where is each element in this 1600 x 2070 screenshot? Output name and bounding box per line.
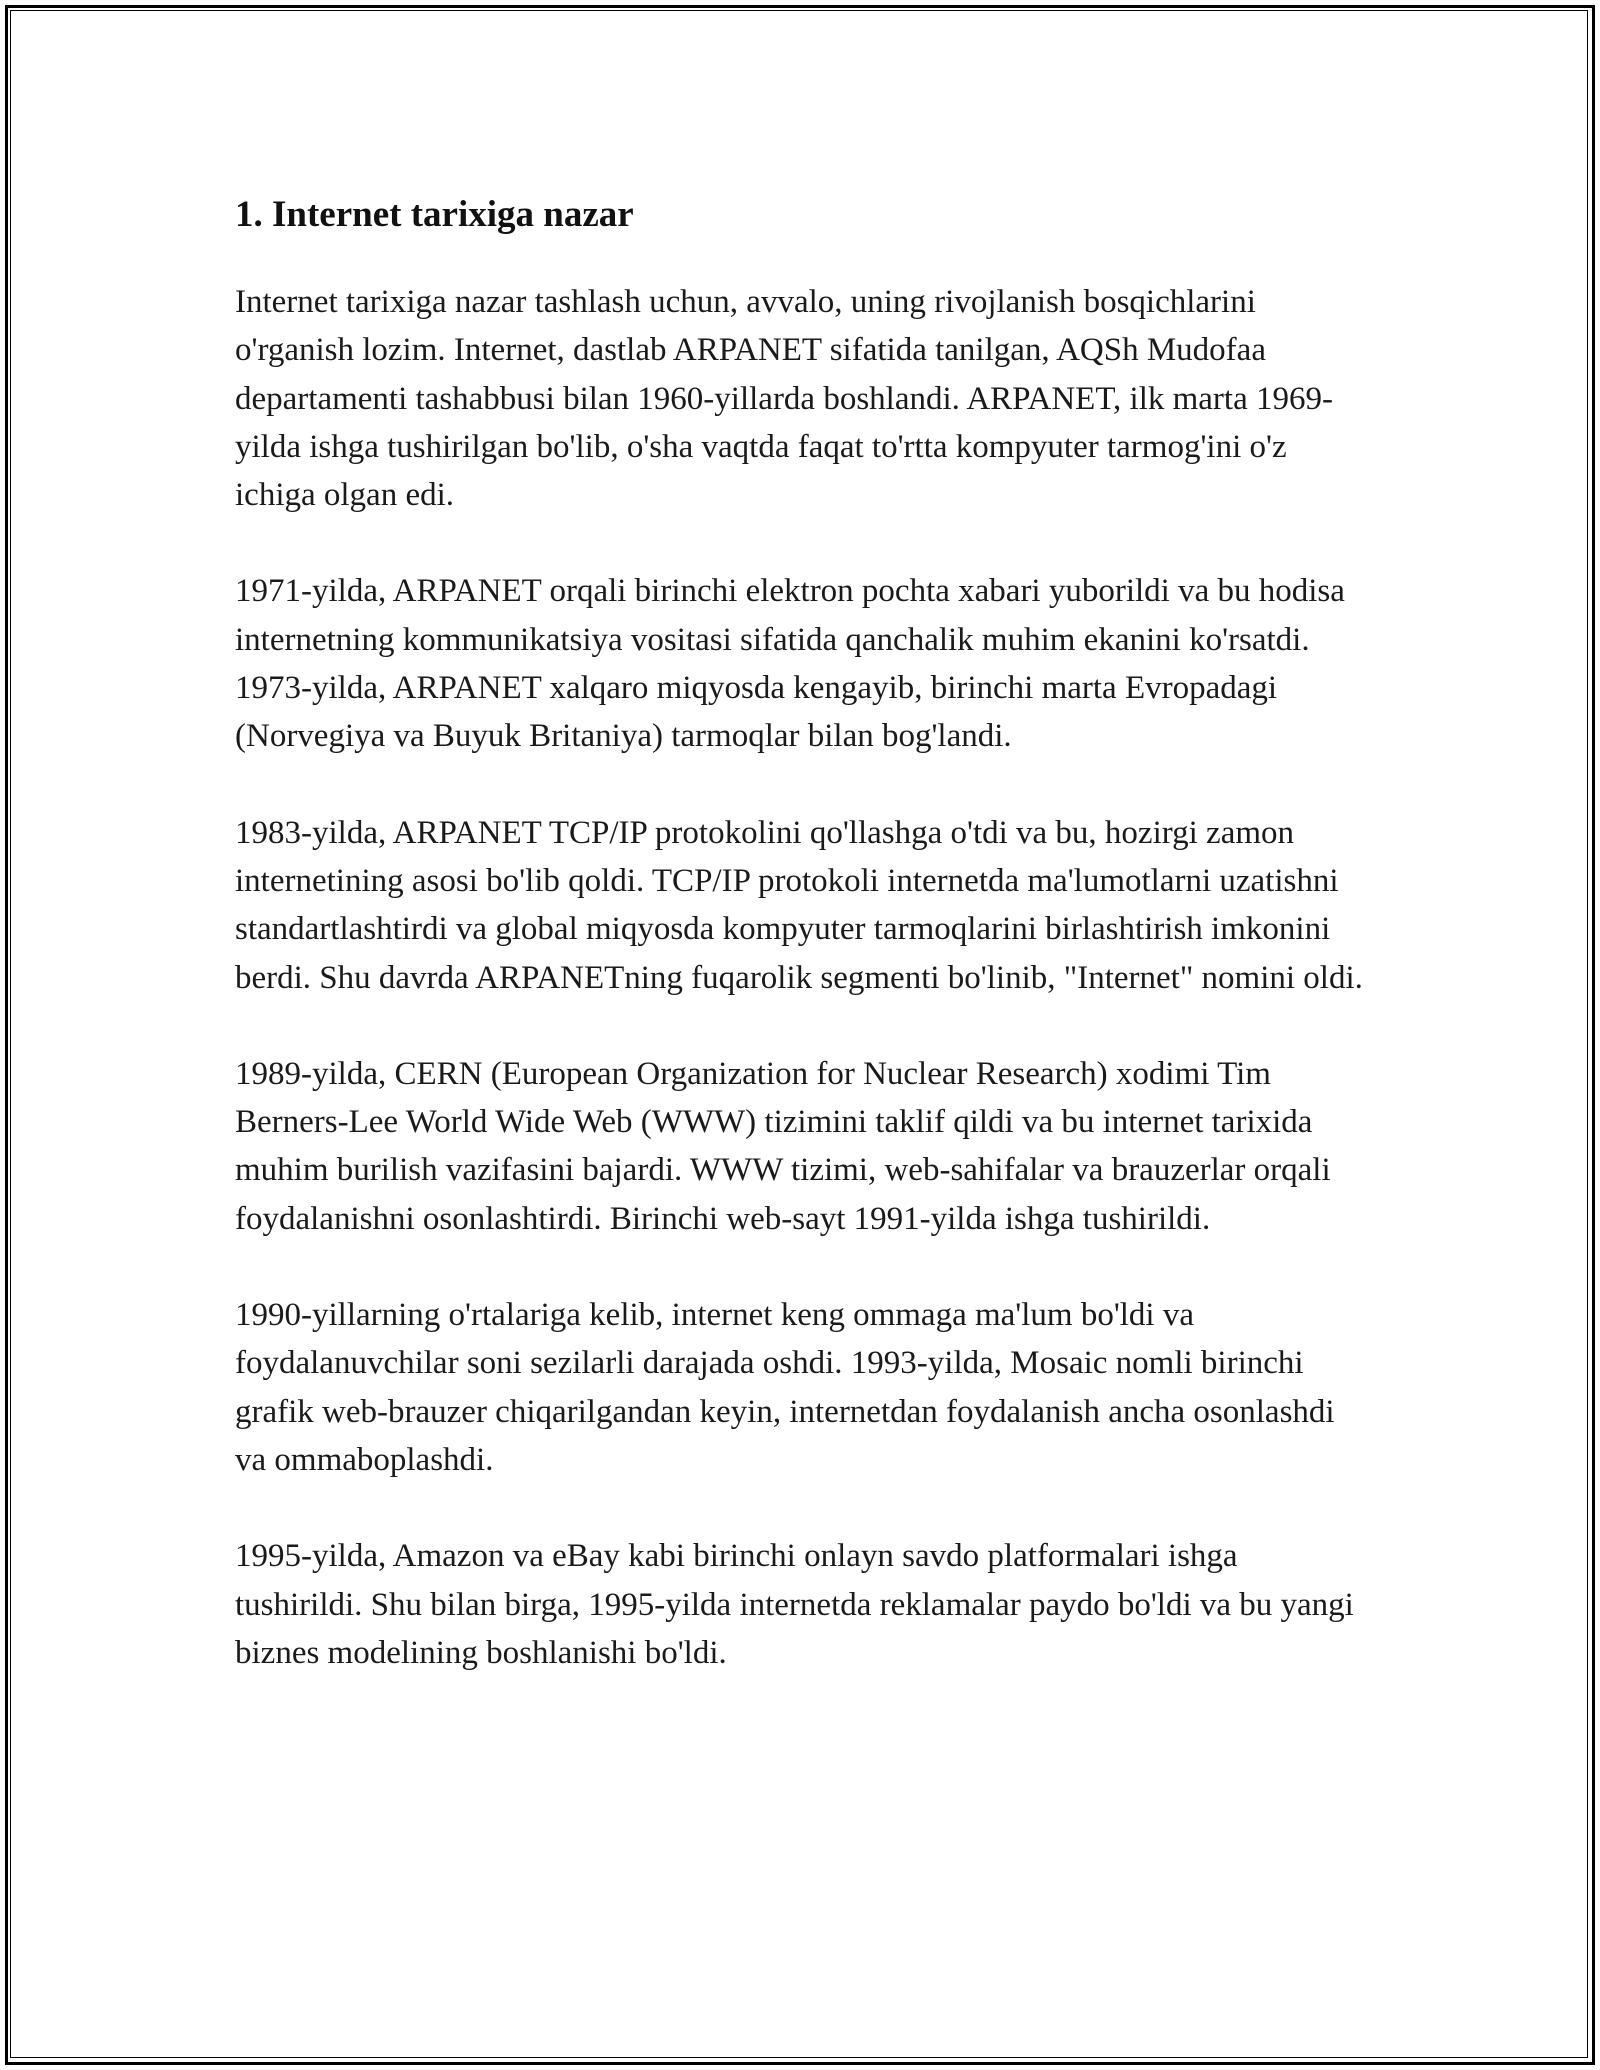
paragraph-online-commerce: 1995-yilda, Amazon va eBay kabi birinchi onlayn savdo platformalari ishga tushirildi. Shu bilan birga, 1995-yilda internetda reklamalar paydo bo'ldi va bu yangi biznes modelining boshlanishi bo'ldi. [235,1538,1354,1671]
paragraph-world-wide-web: 1989-yilda, CERN (European Organization for Nuclear Research) xodimi Tim Berners-Lee World Wide Web (WWW) tizimini taklif qildi va bu internet tarixida muhim burilish vazifasini bajardi. WWW tizimi, web-sahifalar va brauzerlar orqali foydalanishni osonlashtirdi. Birinchi web-sayt 1991-yilda ishga tushirildi. [235,1055,1331,1237]
paragraph-tcp-ip: 1983-yilda, ARPANET TCP/IP protokolini qo'llashga o'tdi va bu, hozirgi zamon internetining asosi bo'lib qoldi. TCP/IP protokoli internetda ma'lumotlarni uzatishni standartlashtirdi va global miqyosda kompyuter tarmoqlarini birlashtirish imkonini berdi. Shu davrda ARPANETning fuqarolik segmenti bo'linib, "Internet" nomini oldi. [235,814,1363,996]
paragraph-arpanet-origins: Internet tarixiga nazar tashlash uchun, avvalo, uning rivojlanish bosqichlarini o'rganish lozim. Internet, dastlab ARPANET sifatida tanilgan, AQSh Mudofaa departamenti tashabbusi bilan 1960-yillarda boshlandi. ARPANET, ilk marta 1969-yilda ishga tushirilgan bo'lib, o'sha vaqtda faqat to'rtta kompyuter tarmog'ini o'z ichiga olgan edi. [235,284,1333,514]
document-body [235,186,1365,1725]
paragraph-email-expansion: 1971-yilda, ARPANET orqali birinchi elektron pochta xabari yuborildi va bu hodisa internetning kommunikatsiya vositasi sifatida qanchalik muhim ekanini ko'rsatdi. 1973-yilda, ARPANET xalqaro miqyosda kengayib, birinchi marta Evropadagi (Norvegiya va Buyuk Britaniya) tarmoqlar bilan bog'landi. [235,573,1345,755]
paragraph-mass-adoption: 1990-yillarning o'rtalariga kelib, internet keng ommaga ma'lum bo'ldi va foydalanuvchilar soni sezilarli darajada oshdi. 1993-yilda, Mosaic nomli birinchi grafik web-brauzer chiqarilgandan keyin, internetdan foydalanish ancha osonlashdi va ommaboplashdi. [235,1297,1335,1478]
section-heading: 1. Internet tarixiga nazar [235,194,634,235]
